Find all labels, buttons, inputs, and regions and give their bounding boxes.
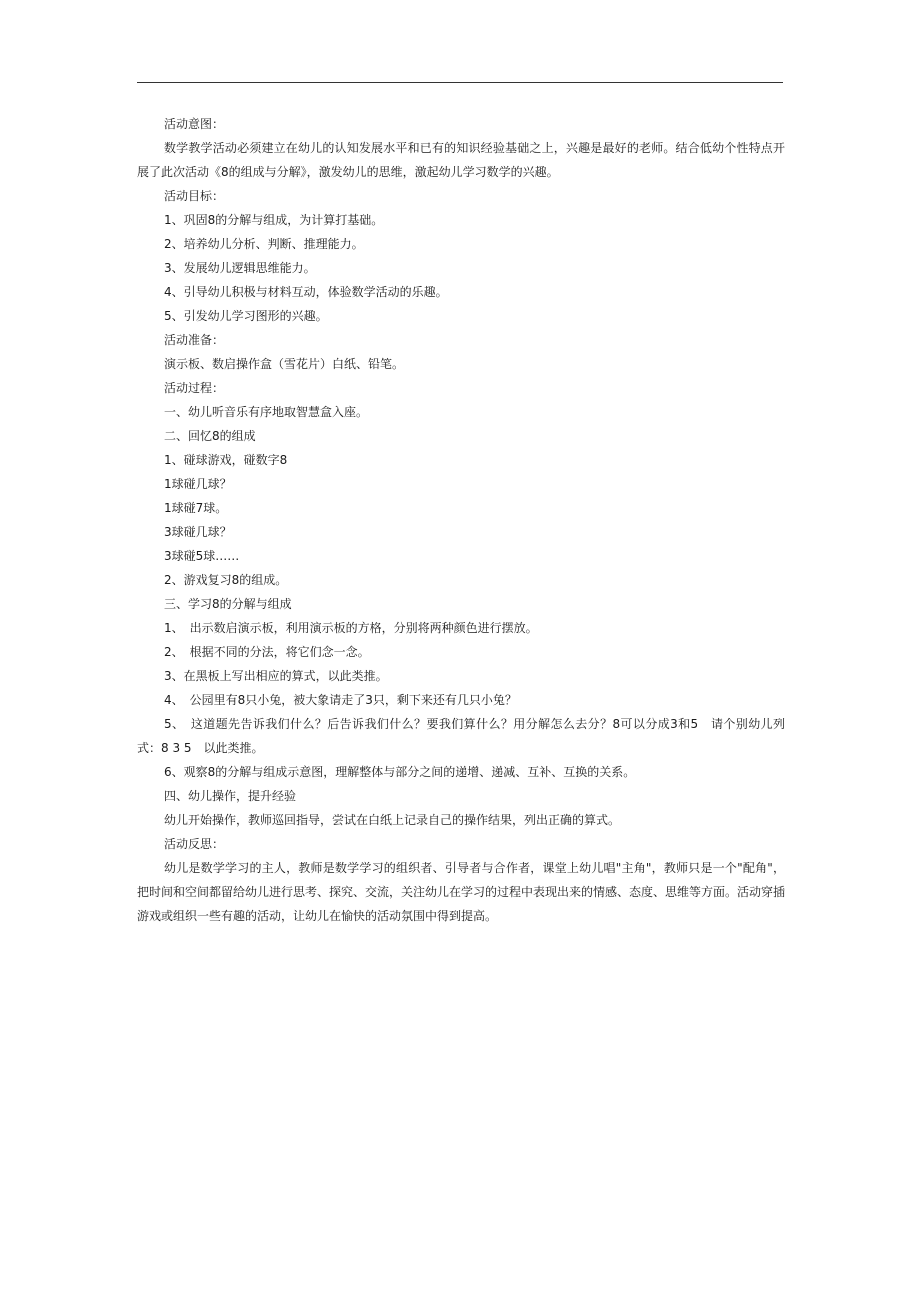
reflection-paragraph: 幼儿是数学学习的主人，教师是数学学习的组织者、引导者与合作者，课堂上幼儿唱"主角"，教师只是一个"配角"，把时间和空间都留给幼儿进行思考、探究、交流，关注幼儿在学习的过程中表现出来的情感、态度、思维等方面。活动穿插游戏或组织一些有趣的活动，让幼儿在愉快的活动氛围中得到提高。 — [137, 861, 786, 923]
process-line: 1、碰球游戏，碰数字8 — [164, 453, 288, 467]
intent-paragraph: 数学教学活动必须建立在幼儿的认知发展水平和已有的知识经验基础之上，兴趣是最好的老师。结合低幼个性特点开展了此次活动《8的组成与分解》，激发幼儿的思维，激起幼儿学习数学的兴趣。 — [137, 141, 785, 179]
prep-heading: 活动准备： — [164, 333, 225, 347]
process-line: 3球碰几球？ — [164, 525, 232, 539]
process-line: 6、观察8的分解与组成示意图，理解整体与部分之间的递增、递减、互补、互换的关系。 — [164, 765, 636, 779]
goal-item: 2、培养幼儿分析、判断、推理能力。 — [164, 237, 364, 251]
process-line: 一、幼儿听音乐有序地取智慧盒入座。 — [164, 405, 369, 419]
process-line: 1球碰几球？ — [164, 477, 232, 491]
goal-item: 5、引发幼儿学习图形的兴趣。 — [164, 309, 328, 323]
process-line: 3球碰5球…… — [164, 549, 240, 563]
prep-text: 演示板、数启操作盒（雪花片）白纸、铅笔。 — [164, 357, 405, 371]
process-line: 1、 出示数启演示板，利用演示板的方格，分别将两种颜色进行摆放。 — [164, 621, 538, 635]
process-line: 2、 根据不同的分法，将它们念一念。 — [164, 645, 370, 659]
reflection-heading: 活动反思： — [164, 837, 225, 851]
goals-heading: 活动目标： — [164, 189, 225, 203]
process-line: 四、幼儿操作，提升经验 — [164, 789, 297, 803]
goal-item: 4、引导幼儿积极与材料互动，体验数学活动的乐趣。 — [164, 285, 448, 299]
intent-heading: 活动意图： — [164, 117, 225, 131]
document-body — [137, 112, 785, 928]
process-line: 三、学习8的分解与组成 — [164, 597, 292, 611]
process-line: 幼儿开始操作，教师巡回指导，尝试在白纸上记录自己的操作结果，列出正确的算式。 — [164, 813, 621, 827]
goal-item: 3、发展幼儿逻辑思维能力。 — [164, 261, 316, 275]
process-line: 4、 公园里有8只小兔，被大象请走了3只，剩下来还有几只小兔？ — [164, 693, 517, 707]
process-line: 3、在黑板上写出相应的算式，以此类推。 — [164, 669, 388, 683]
process-paragraph: 5、 这道题先告诉我们什么？后告诉我们什么？要我们算什么？用分解怎么去分？8可以分成3和5 请个别幼儿列式：8 3 5 以此类推。 — [137, 717, 785, 755]
goal-item: 1、巩固8的分解与组成，为计算打基础。 — [164, 213, 384, 227]
process-heading: 活动过程： — [164, 381, 225, 395]
process-line: 1球碰7球。 — [164, 501, 228, 515]
process-line: 二、回忆8的组成 — [164, 429, 256, 443]
process-line: 2、游戏复习8的组成。 — [164, 573, 288, 587]
header-rule — [137, 82, 783, 83]
